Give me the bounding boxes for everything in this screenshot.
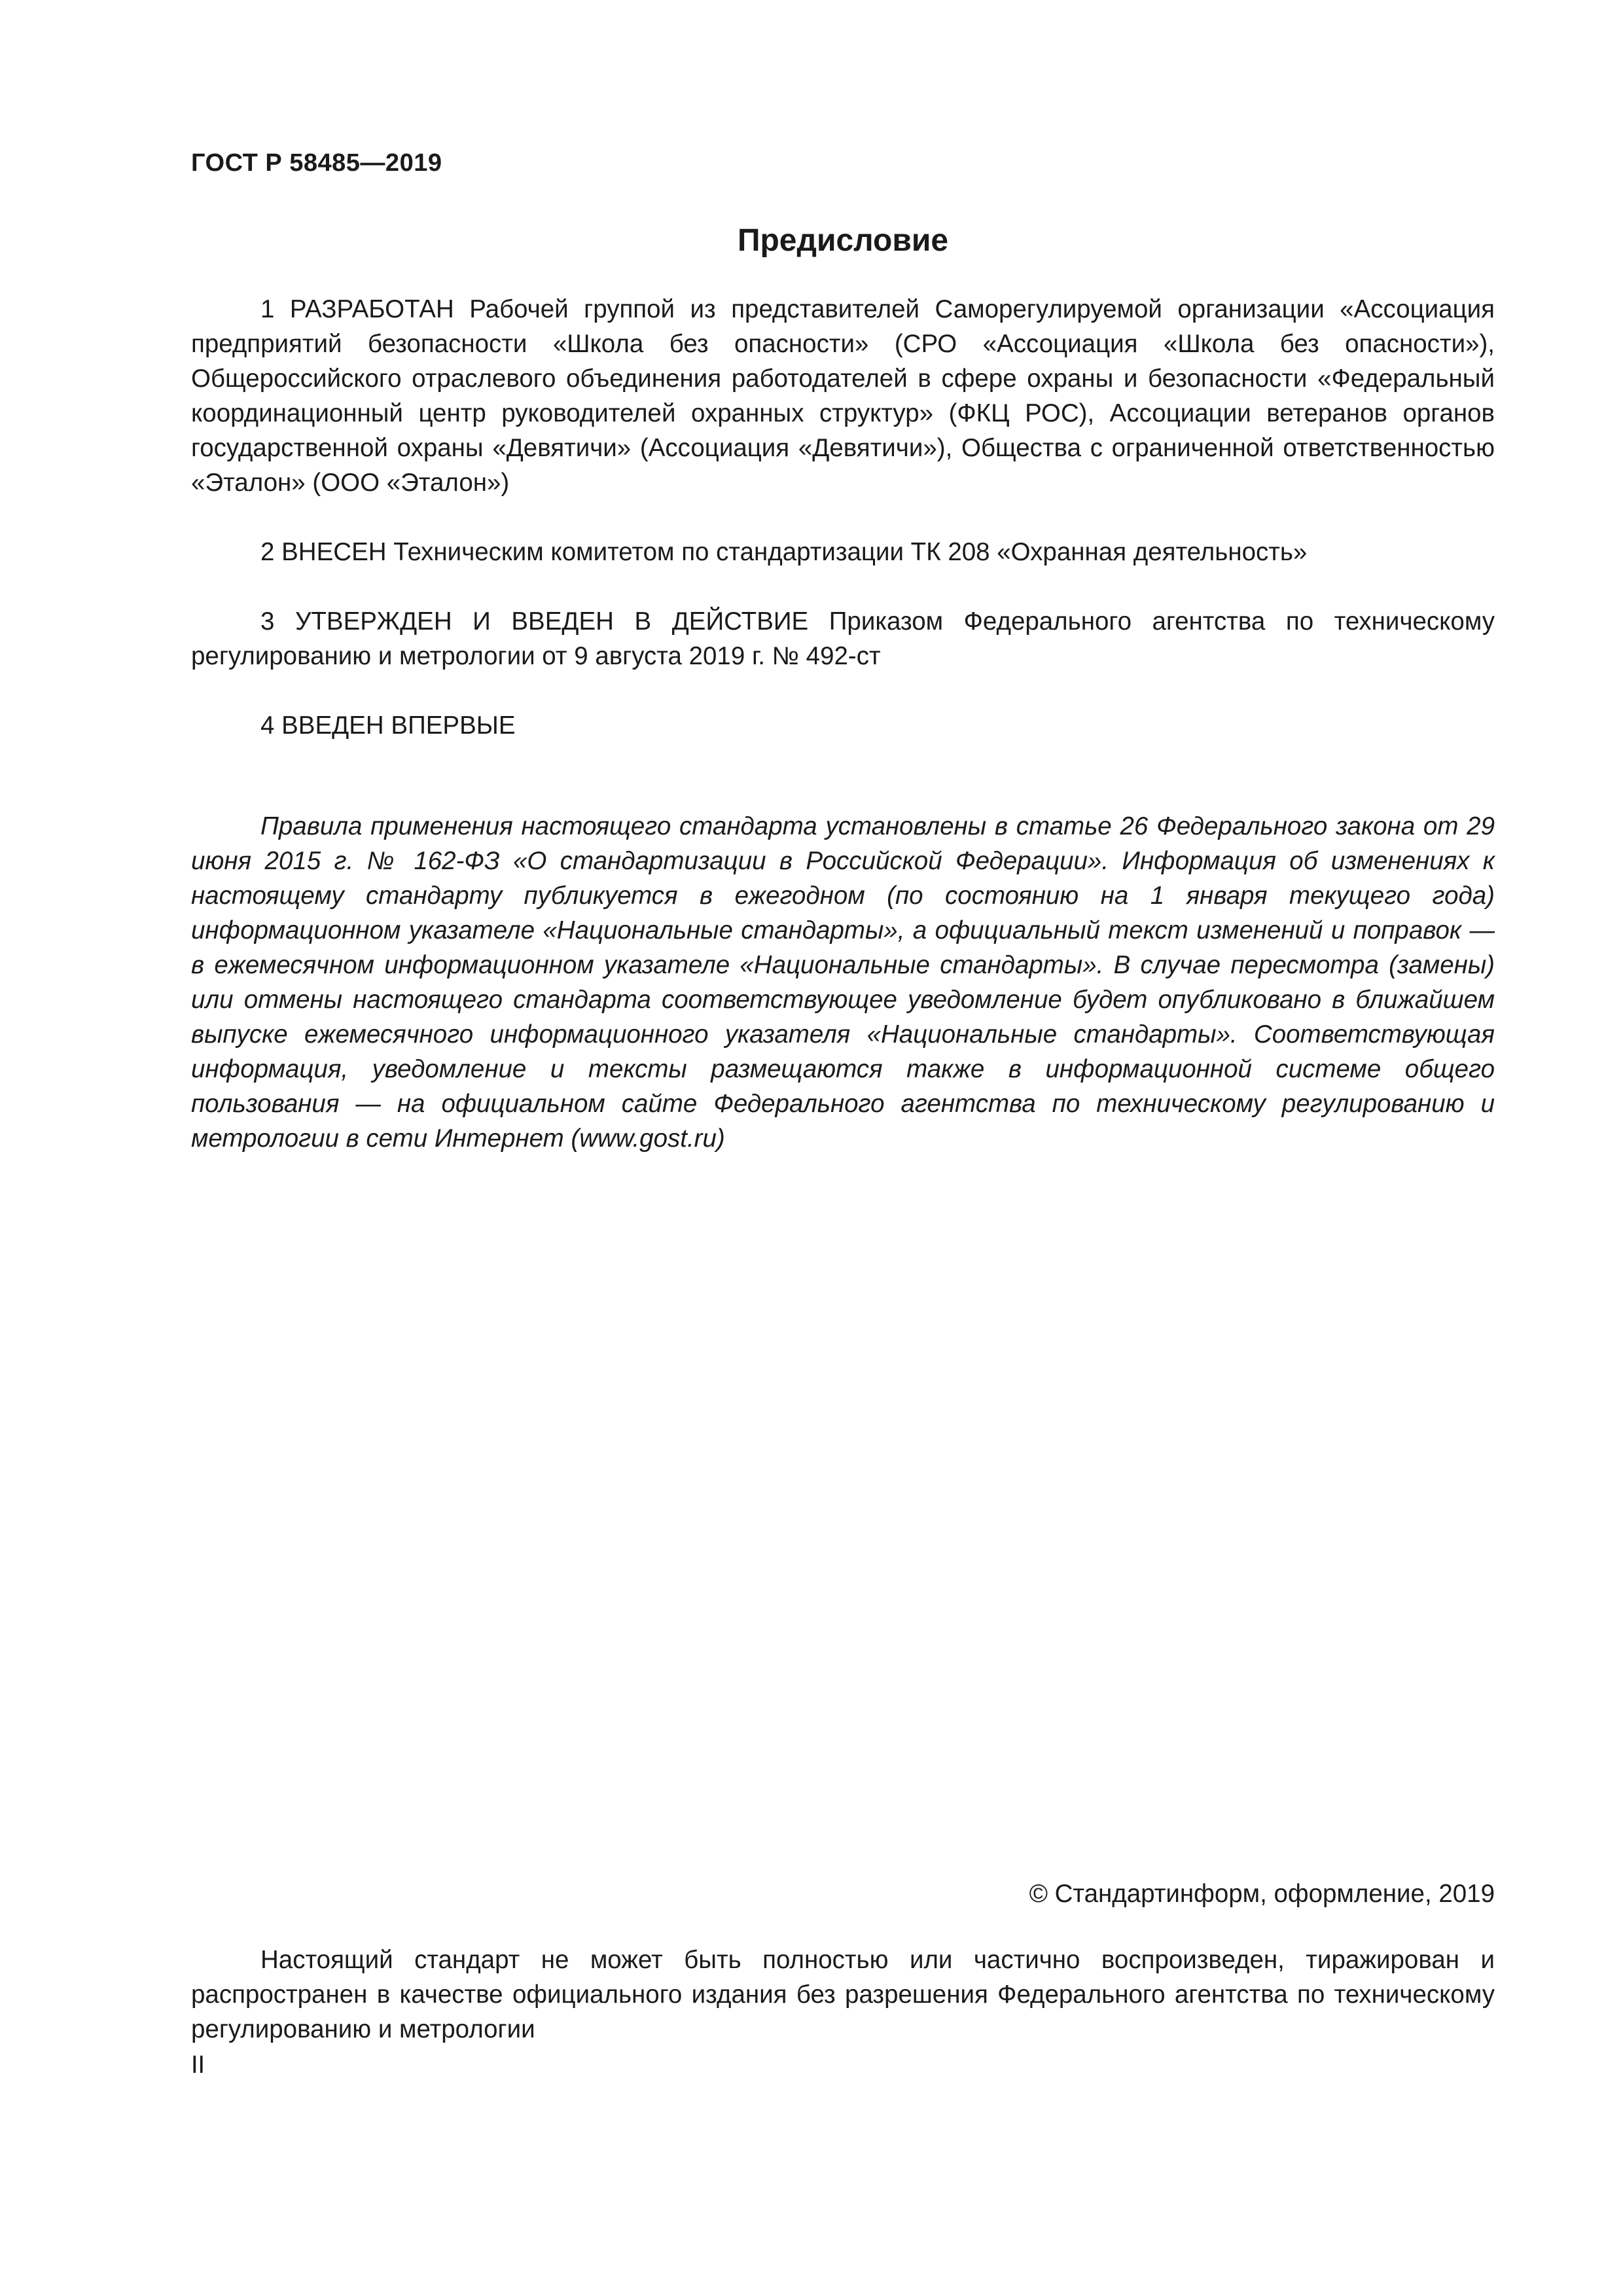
foreword-item-approved: 3 УТВЕРЖДЕН И ВВЕДЕН В ДЕЙСТВИЕ Приказом Федерального агентства по техническому регулированию и метрологии от 9 августа 2019 г. № 492-ст [191,607,1495,670]
foreword-item-developed: 1 РАЗРАБОТАН Рабочей группой из представителей Саморегулируемой организации «Ассоциация предприятий безопасности «Школа без опасности» (СРО «Ассоциация «Школа без опасности»), Общероссийского отраслевого объединения работодателей в сфере охраны и безопасности «Федеральный координационный центр руководителей охранных структур» (ФКЦ РОС), Ассоциации ветеранов органов государственной охраны «Девятичи» (Ассоциация «Девятичи»), Общества с ограниченной ответственностью «Эталон» (ООО «Эталон») [191,295,1495,497]
foreword-item-first-introduced: 4 ВВЕДЕН ВПЕРВЫЕ [260,711,516,740]
reproduction-notice: Настоящий стандарт не может быть полностью или частично воспроизведен, тиражирован и распространен в качестве официального издания без разрешения Федерального агентства по техническому регулированию и метрологии [191,1946,1495,2043]
page-number: II [191,2051,205,2079]
standard-application-notice: Правила применения настоящего стандарта установлены в статье 26 Федерального закона от 29 июня 2015 г. № 162-ФЗ «О стандартизации в Российской Федерации». Информация об изменениях к настоящему стандарту публикуется в ежегодном (по состоянию на 1 января текущего года) информационном указателе «Национальные стандарты», а официальный текст изменений и поправок — в ежемесячном информационном указателе «Национальные стандарты». В случае пересмотра (замены) или отмены настоящего стандарта соответствующее уведомление будет опубликовано в ближайшем выпуске ежемесячного информационного указателя «Национальные стандарты». Соответствующая информация, уведомление и тексты размещаются также в информационной системе общего пользования — на официальном сайте Федерального агентства по техническому регулированию и метрологии в сети Интернет (www.gost.ru) [191,812,1495,1153]
copyright-line: © Стандартинформ, оформление, 2019 [1029,1880,1495,1908]
document-id: ГОСТ Р 58485—2019 [191,149,442,177]
foreword-section [191,292,1495,743]
page-title: Предисловие [737,223,949,258]
foreword-item-introduced: 2 ВНЕСЕН Техническим комитетом по стандартизации ТК 208 «Охранная деятельность» [260,538,1308,566]
